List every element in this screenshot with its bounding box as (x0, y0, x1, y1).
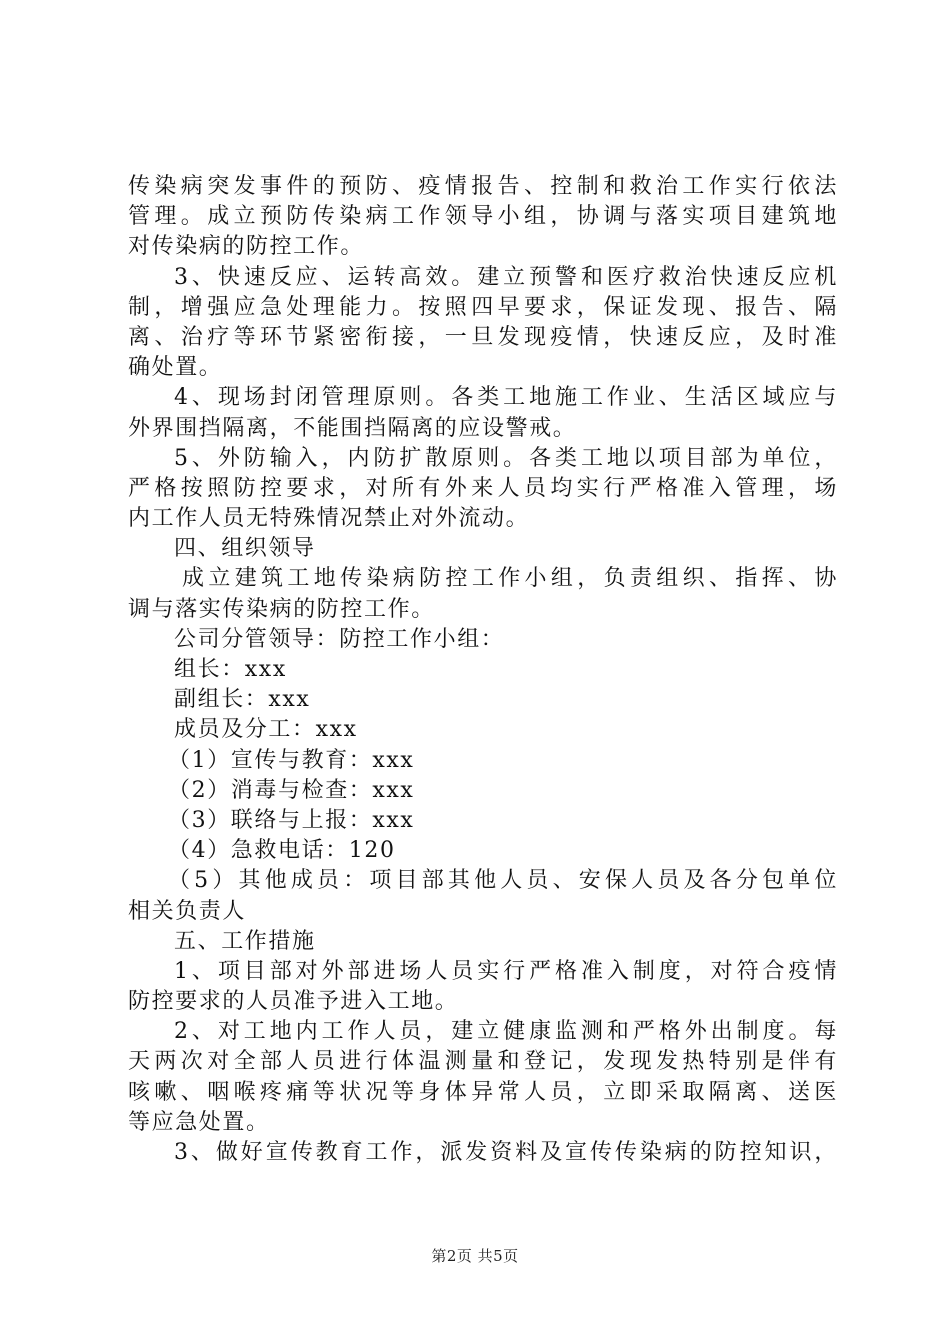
list-item: （2）消毒与检查：xxx (168, 777, 415, 803)
text-line: 对传染病的防控工作。 (128, 234, 365, 260)
text-line: 成员及分工：xxx (174, 717, 358, 743)
section-heading: 四、组织领导 (174, 536, 316, 562)
text-line: 相关负责人 (128, 898, 247, 924)
text-line: 1、项目部对外部进场人员实行严格准入制度，对符合疫情 (174, 958, 838, 984)
text-line: 离、治疗等环节紧密衔接，一旦发现疫情，快速反应，及时准 (128, 324, 838, 350)
text-line: 3、做好宣传教育工作，派发资料及宣传传染病的防控知识， (174, 1140, 838, 1165)
list-item: （4）急救电话：120 (168, 838, 396, 864)
text-line: 咳嗽、咽喉疼痛等状况等身体异常人员，立即采取隔离、送医 (128, 1079, 838, 1105)
text-line: 制，增强应急处理能力。按照四早要求，保证发现、报告、隔 (128, 294, 838, 320)
list-item: （1）宣传与教育：xxx (168, 747, 415, 773)
text-line: 内工作人员无特殊情况禁止对外流动。 (128, 506, 530, 532)
section-heading: 五、工作措施 (174, 928, 316, 954)
document-body (128, 172, 838, 1168)
text-line: 等应急处置。 (128, 1109, 270, 1135)
text-line: 调与落实传染病的防控工作。 (128, 596, 435, 622)
list-item: （5）其他成员：项目部其他人员、安保人员及各分包单位 (168, 868, 838, 894)
text-line: 成立建筑工地传染病防控工作小组，负责组织、指挥、协 (182, 566, 838, 592)
text-line: 副组长：xxx (174, 687, 311, 713)
text-line: 管理。成立预防传染病工作领导小组，协调与落实项目建筑地 (128, 204, 838, 230)
text-line: 4、现场封闭管理原则。各类工地施工作业、生活区域应与 (174, 385, 838, 411)
page-number: 第2页 共5页 (431, 1247, 519, 1265)
text-line: 公司分管领导：防控工作小组： (174, 626, 505, 652)
text-line: 严格按照防控要求，对所有外来人员均实行严格准入管理，场 (128, 475, 838, 501)
text-line: 5、外防输入，内防扩散原则。各类工地以项目部为单位， (174, 445, 838, 471)
text-line: 2、对工地内工作人员，建立健康监测和严格外出制度。每 (174, 1019, 838, 1045)
text-line: 外界围挡隔离，不能围挡隔离的应设警戒。 (128, 415, 577, 441)
text-line: 天两次对全部人员进行体温测量和登记，发现发热特别是伴有 (128, 1049, 838, 1075)
text-line: 3、快速反应、运转高效。建立预警和医疗救治快速反应机 (174, 264, 838, 290)
text-line: 组长：xxx (174, 657, 287, 682)
text-line: 传染病突发事件的预防、疫情报告、控制和救治工作实行依法 (128, 174, 838, 199)
text-line: 确处置。 (128, 355, 223, 381)
text-line: 防控要求的人员准予进入工地。 (128, 989, 459, 1015)
list-item: （3）联络与上报：xxx (168, 807, 415, 833)
